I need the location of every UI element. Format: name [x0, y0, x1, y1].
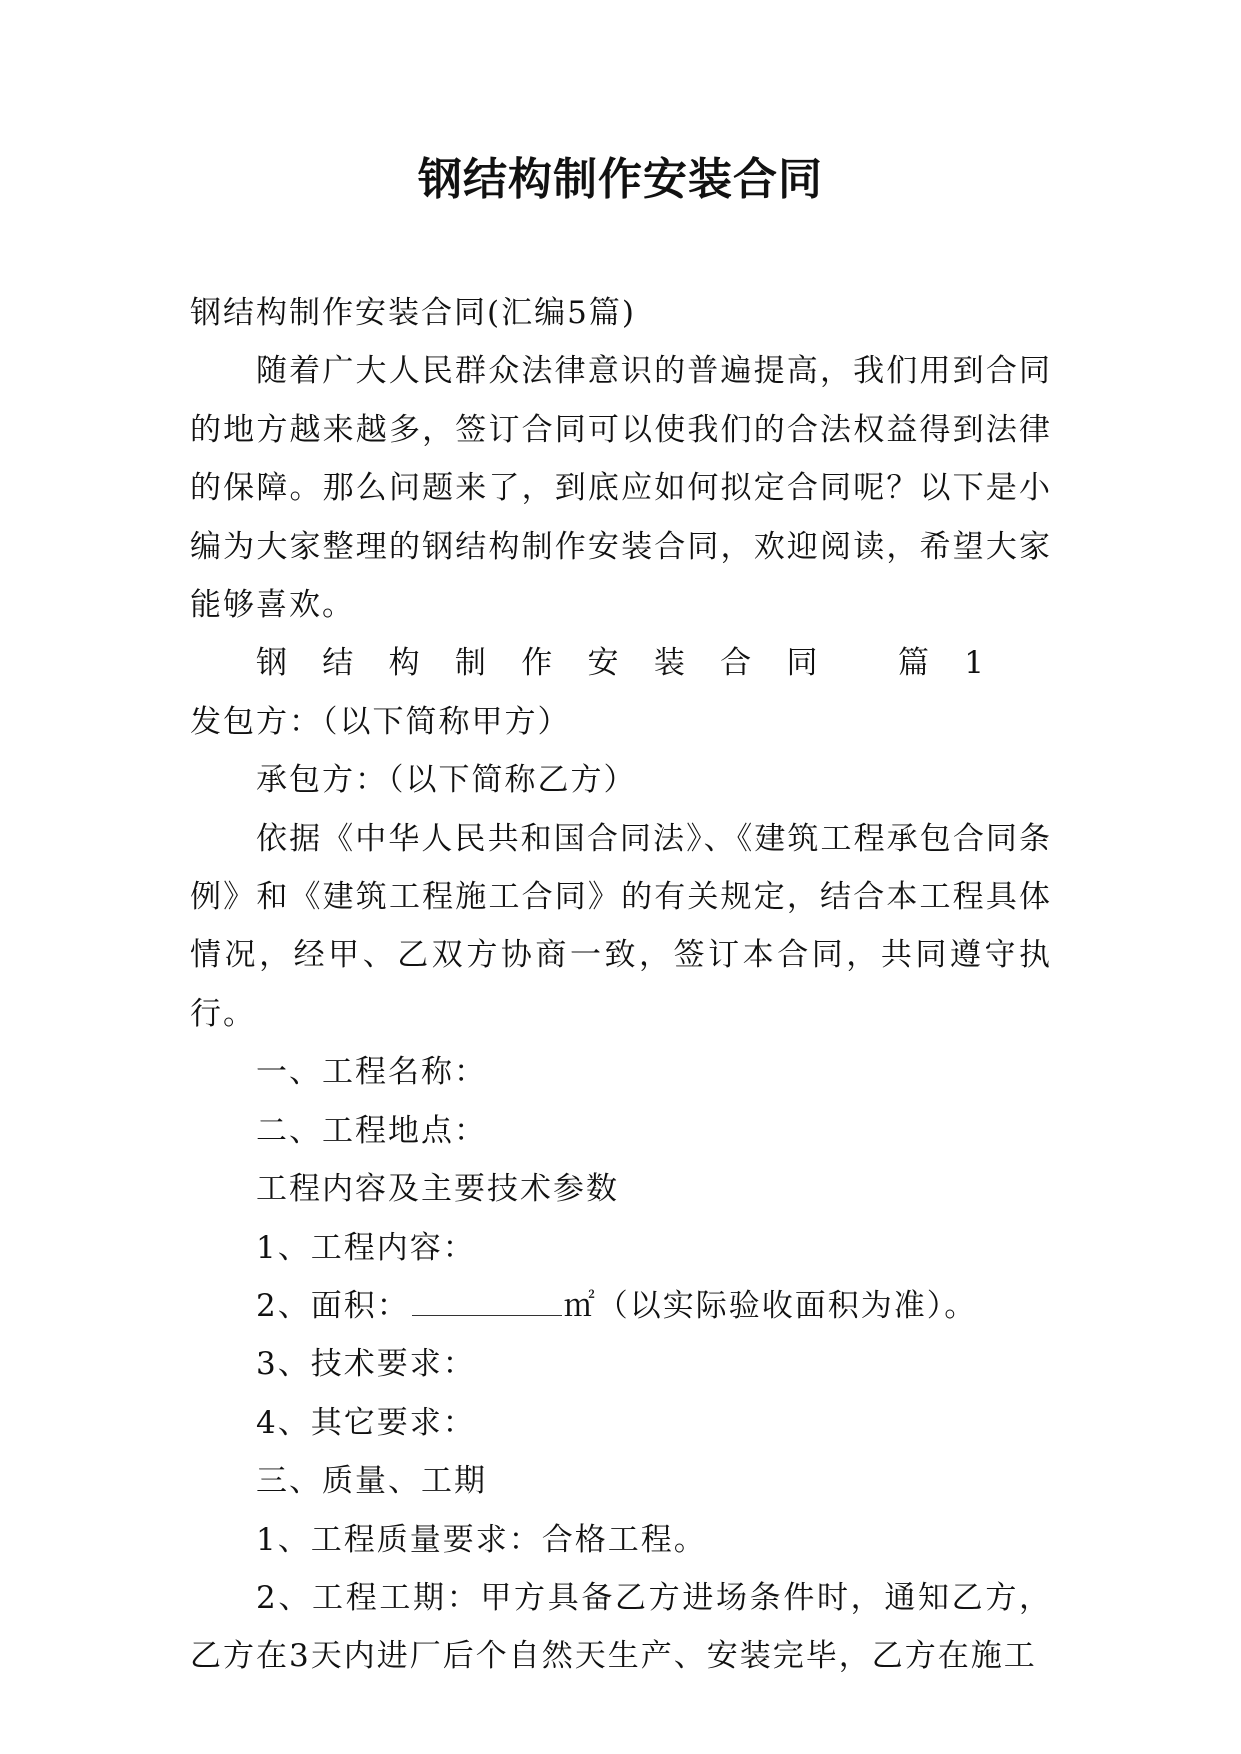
- chapter-label: 钢结构制作安装合同 篇1: [256, 645, 986, 682]
- basis-paragraph: 依据《中华人民共和国合同法》、《建筑工程承包合同条例》和《建筑工程施工合同》的有关规定，结合本工程具体情况，经甲、乙双方协商一致，签订本合同，共同遵守执行。: [190, 820, 1052, 1032]
- party-b: 承包方：（以下简称乙方）: [256, 762, 637, 799]
- content-item-4: 4、其它要求：: [256, 1404, 476, 1441]
- area-unit-note: ㎡（以实际验收面积为准）。: [563, 1287, 978, 1324]
- area-blank-field[interactable]: [412, 1291, 562, 1316]
- area-label: 2、面积：: [256, 1287, 410, 1324]
- content-item-3: 3、技术要求：: [256, 1346, 476, 1383]
- chapter-heading-line: [190, 634, 1052, 751]
- content-item-2: [190, 1277, 1052, 1335]
- intro-paragraph: 随着广大人民群众法律意识的普遍提高，我们用到合同的地方越来越多，签订合同可以使我们的合法权益得到法律的保障。那么问题来了，到底应如何拟定合同呢？以下是小编为大家整理的钢结构制作安装合同，欢迎阅读，希望大家能够喜欢。: [190, 353, 1052, 624]
- party-a: 发包方：（以下简称甲方）: [190, 703, 571, 740]
- document-subtitle: 钢结构制作安装合同(汇编5篇): [190, 295, 636, 331]
- item-quality-schedule: 三、质量、工期: [256, 1463, 487, 1500]
- item-project-location: 二、工程地点：: [256, 1112, 487, 1149]
- content-item-1: 1、工程内容：: [256, 1229, 476, 1266]
- section-content-heading: 工程内容及主要技术参数: [256, 1171, 619, 1208]
- item-project-name: 一、工程名称：: [256, 1054, 487, 1091]
- document-title: 钢结构制作安装合同: [418, 154, 823, 205]
- quality-item-2: 2、工程工期：甲方具备乙方进场条件时，通知乙方，乙方在3天内进厂后个自然天生产、安装完毕，乙方在施工: [190, 1579, 1052, 1675]
- document-body: [190, 284, 1052, 1686]
- quality-item-1: 1、工程质量要求：合格工程。: [256, 1521, 707, 1558]
